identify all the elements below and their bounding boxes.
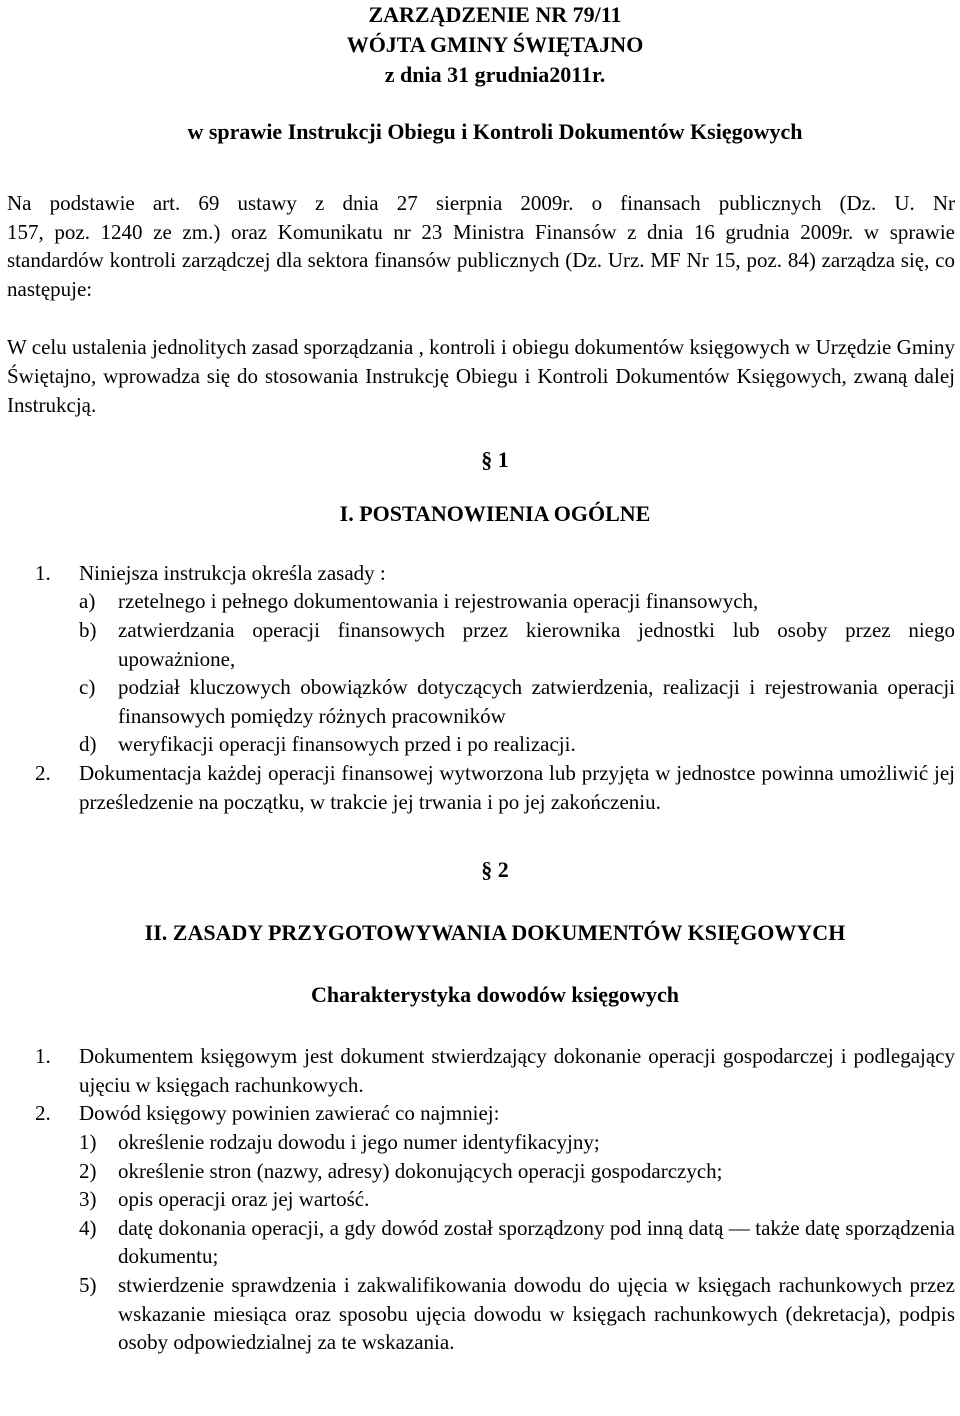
section-2-number: § 2 [481,857,509,883]
sub-item-text: podział kluczowych obowiązków dotyczących zatwierdzenia, realizacji i rejestrowania operacji finansowych pomiędzy różnych pracowników [118,675,955,728]
sub-item-marker: a) [79,589,96,614]
section-2-title: II. ZASADY PRZYGOTOWYWANIA DOKUMENTÓW KSIĘGOWYCH [144,919,846,945]
item-text: Dokumentem księgowym jest dokument stwierdzający dokonanie operacji gospodarczej i podlegający ujęciu w księgach rachunkowych. [79,1044,955,1097]
sub-list-item [79,587,955,616]
sub-item-marker: d) [79,732,97,757]
section-1-number: § 1 [481,447,509,473]
item-text: Niniejsza instrukcja określa zasady : [79,560,386,585]
legal-basis-rest: 157, poz. 1240 ze zm.) oraz Komunikatu nr 23 Ministra Finansów z dnia 16 grudnia 2009r. w sprawie standardów kontroli zarządczej dla sektora finansów publicznych (Dz. Urz. MF Nr 15, poz. 84) zarządza się, co następuje: [7,219,955,301]
document-header [7,0,955,147]
sub-item-text: stwierdzenie sprawdzenia i zakwalifikowania dowodu do ujęcia w księgach rachunkowych przez wskazanie miesiąca oraz sposobu ujęcia dowodu w księgach rachunkowych (dekretacja), podpis osoby odpowiedzialnej za te wskazania. [118,1273,955,1355]
list-item [7,559,955,759]
item-text: Dokumentacja każdej operacji finansowej wytworzona lub przyjęta w jednostce powinna umożliwić jej prześledzenie na początku, w trakcie jej trwania i po jej zakończeniu. [79,760,955,814]
sub-item-text: opis operacji oraz jej wartość. [118,1187,370,1212]
sub-item-text: datę dokonania operacji, a gdy dowód został sporządzony pod inną datą — także datę sporządzenia dokumentu; [118,1215,955,1269]
list-item [7,1042,955,1099]
section-1-title: I. POSTANOWIENIA OGÓLNE [339,500,651,526]
sub-list-item [79,1271,955,1357]
sub-list-item [79,616,955,673]
sub-list-item [79,673,955,730]
sub-item-marker: 2) [79,1158,97,1183]
sub-list [79,587,955,759]
section-1-list [7,559,955,816]
ordinance-subject: w sprawie Instrukcji Obiegu i Kontroli Dokumentów Księgowych [187,119,803,144]
legal-basis [7,189,955,303]
sub-list [79,1128,955,1357]
sub-item-marker: b) [79,617,97,642]
sub-item-text: określenie rodzaju dowodu i jego numer identyfikacyjny; [118,1130,600,1155]
sub-list-item [79,1185,955,1214]
sub-list-item [79,1157,955,1186]
sub-item-marker: 4) [79,1215,97,1240]
sub-list-item [79,1128,955,1157]
sub-item-text: zatwierdzania operacji finansowych przez kierownika jednostki lub osoby przez niego upoważnione, [118,617,955,671]
preamble: W celu ustalenia jednolitych zasad sporządzania , kontroli i obiegu dokumentów księgowych w Urzędzie Gminy Świętajno, wprowadza się do stosowania Instrukcję Obiegu i Kontroli Dokumentów Księgowych, zwaną dalej Instrukcją. [7,335,955,417]
section-2-list [7,1042,955,1357]
item-text: Dowód księgowy powinien zawierać co najmniej: [79,1101,500,1126]
item-marker: 2. [35,1101,51,1126]
sub-item-marker: 5) [79,1273,97,1298]
list-item [7,1099,955,1356]
sub-item-marker: 1) [79,1130,97,1155]
issue-date: z dnia 31 grudnia2011r. [384,62,606,87]
section-2-subtitle: Charakterystyka dowodów księgowych [311,981,679,1007]
sub-list-item [79,730,955,759]
list-item [7,759,955,816]
legal-basis-line1: Na podstawie art. 69 ustawy z dnia 27 sierpnia 2009r. o finansach publicznych (Dz. U. Nr [7,191,955,215]
ordinance-number: ZARZĄDZENIE NR 79/11 [368,2,622,27]
sub-list-item [79,1214,955,1271]
issuer: WÓJTA GMINY ŚWIĘTAJNO [346,32,644,57]
sub-item-marker: 3) [79,1187,97,1212]
sub-item-text: rzetelnego i pełnego dokumentowania i rejestrowania operacji finansowych, [118,589,759,614]
item-marker: 2. [35,760,51,785]
sub-item-text: weryfikacji operacji finansowych przed i po realizacji. [118,732,576,757]
sub-item-text: określenie stron (nazwy, adresy) dokonujących operacji gospodarczych; [118,1158,723,1183]
item-marker: 1. [35,560,51,585]
sub-item-marker: c) [79,675,96,700]
item-marker: 1. [35,1044,51,1069]
